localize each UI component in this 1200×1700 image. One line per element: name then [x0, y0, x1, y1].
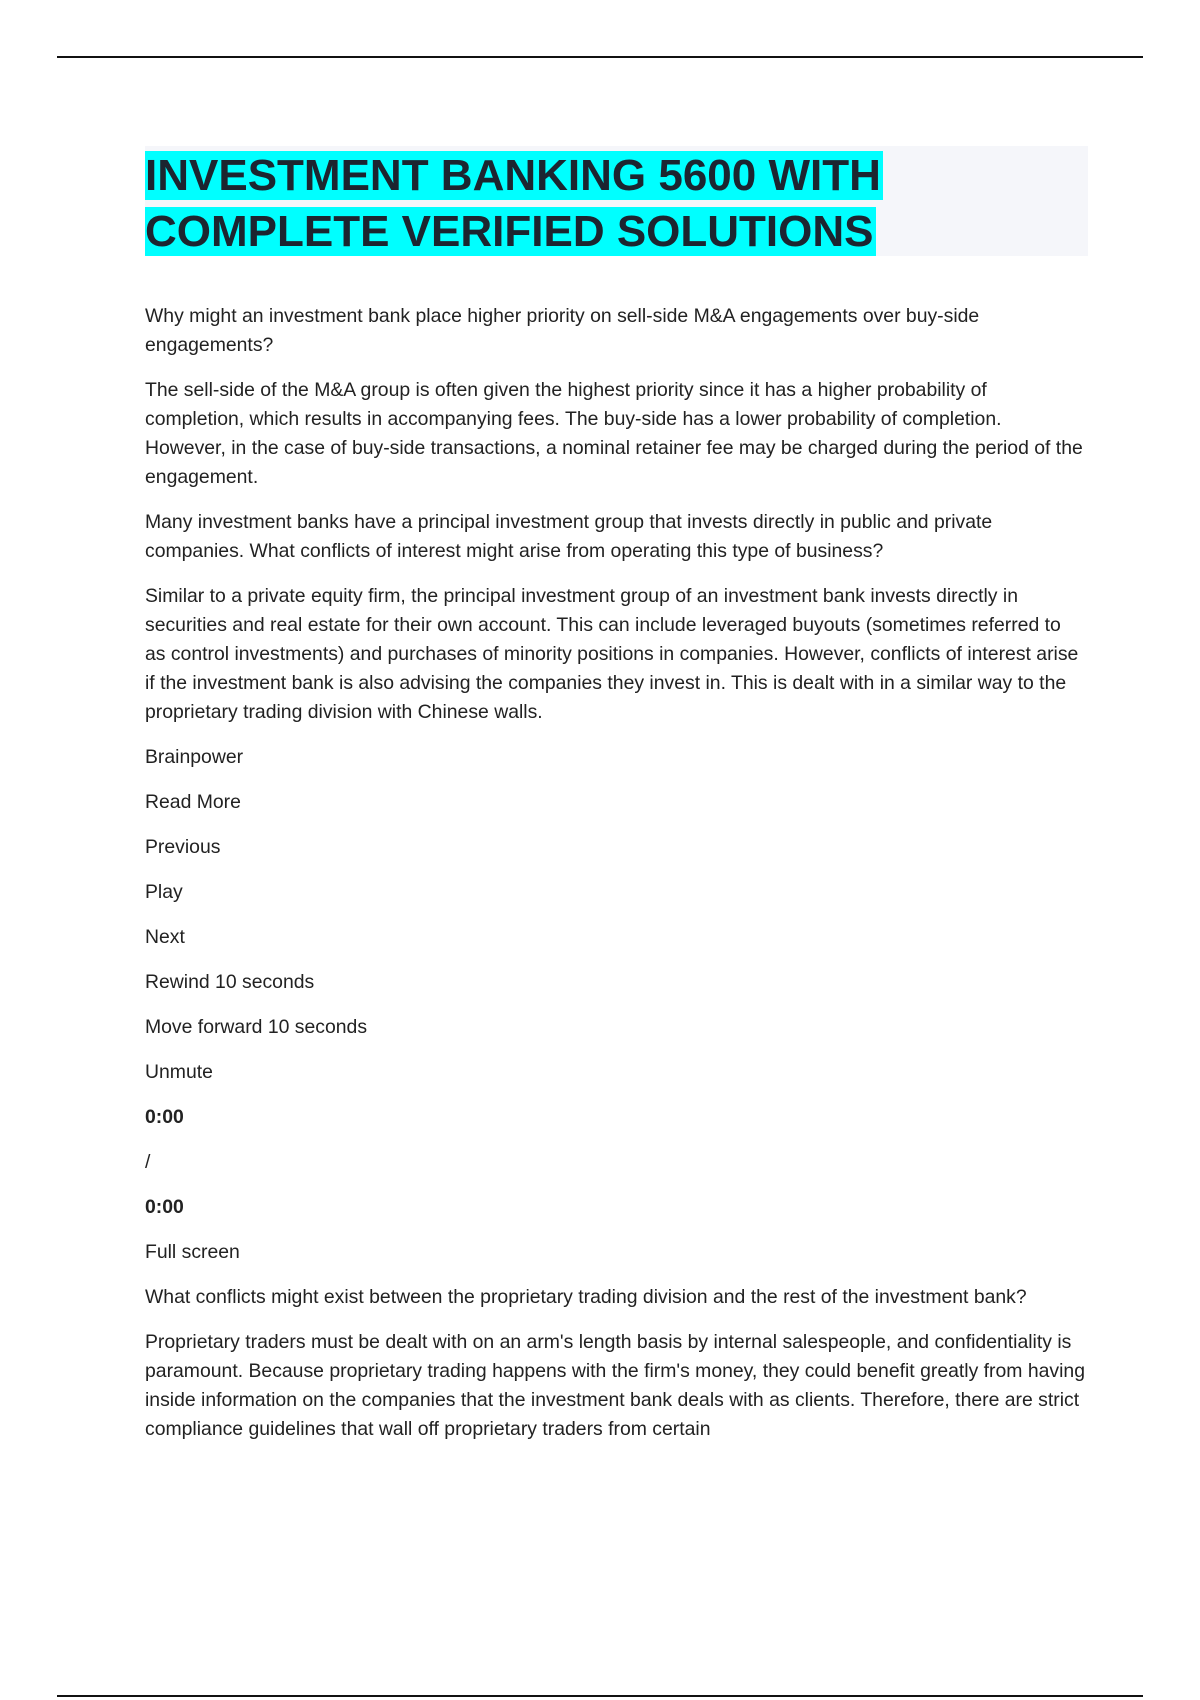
forward-button-label[interactable]: Move forward 10 seconds	[145, 1016, 368, 1038]
read-more-link[interactable]: Read More	[145, 791, 241, 813]
title-line-2: COMPLETE VERIFIED SOLUTIONS	[145, 207, 874, 256]
title-line-1: INVESTMENT BANKING 5600 WITH	[145, 151, 881, 200]
answer-3: Proprietary traders must be dealt with on an arm's length basis by internal salespeople, and confidentiality is paramount. Because proprietary trading happens with the firm's money, they could benefit greatly from having inside information on the companies that the investment bank deals with as clients. Therefore, there are strict compliance guidelines that wall off proprietary traders from certain	[145, 1331, 1085, 1440]
current-time: 0:00	[145, 1106, 184, 1128]
top-rule	[57, 56, 1143, 58]
next-button-label[interactable]: Next	[145, 926, 185, 948]
document-body	[145, 302, 1085, 1460]
answer-1: The sell-side of the M&A group is often given the highest priority since it has a higher probability of completion, which results in accompanying fees. The buy-side has a lower probability of completion. However, in the case of buy-side transactions, a nominal retainer fee may be charged during the period of the engagement.	[145, 379, 1083, 488]
duration-time: 0:00	[145, 1196, 184, 1218]
bottom-rule	[57, 1695, 1143, 1697]
document-title	[145, 148, 1045, 260]
question-3: What conflicts might exist between the proprietary trading division and the rest of the investment bank?	[145, 1286, 1027, 1308]
time-separator: /	[145, 1151, 151, 1173]
question-1: Why might an investment bank place higher priority on sell-side M&A engagements over buy-side engagements?	[145, 305, 980, 356]
answer-2: Similar to a private equity firm, the principal investment group of an investment bank invests directly in securities and real estate for their own account. This can include leveraged buyouts (sometimes referred to as control investments) and purchases of minority positions in companies. However, conflicts of interest arise if the investment bank is also advising the companies they invest in. This is dealt with in a similar way to the proprietary trading division with Chinese walls.	[145, 585, 1079, 723]
previous-button-label[interactable]: Previous	[145, 836, 221, 858]
play-button-label[interactable]: Play	[145, 881, 183, 903]
fullscreen-button-label[interactable]: Full screen	[145, 1241, 240, 1263]
unmute-button-label[interactable]: Unmute	[145, 1061, 213, 1083]
rewind-button-label[interactable]: Rewind 10 seconds	[145, 971, 315, 993]
question-2: Many investment banks have a principal investment group that invests directly in public and private companies. What conflicts of interest might arise from operating this type of business?	[145, 511, 993, 562]
brainpower-label: Brainpower	[145, 746, 244, 768]
